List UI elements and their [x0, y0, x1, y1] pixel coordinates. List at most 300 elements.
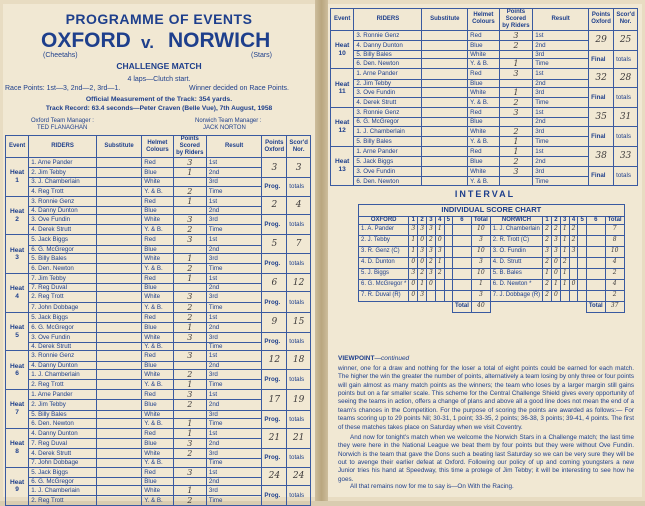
score-chart-total: 4: [605, 257, 624, 268]
rider-points: 3: [173, 390, 206, 400]
laps-info: 4 laps—Clutch start.: [127, 76, 191, 83]
score-chart-point: 0: [409, 257, 418, 268]
rider-points: 2: [173, 263, 206, 273]
rider-name: 6. G. McGregor: [29, 322, 97, 332]
rider-points: 1: [173, 379, 206, 389]
rider-points: 2: [499, 126, 533, 136]
substitute-cell: [422, 177, 468, 185]
score-chart-point: 1: [560, 268, 569, 279]
score-chart-total: 3: [471, 235, 490, 246]
heat-row: [6, 449, 311, 459]
score-chart-point: [453, 279, 472, 290]
rider-name: 4. Danny Dunton: [29, 428, 97, 438]
score-chart-point: 1: [409, 235, 418, 246]
substitute-cell: [96, 158, 141, 168]
helmet-colour: Y. & B.: [142, 225, 173, 235]
norwich-points: 28: [614, 69, 638, 87]
col-substitute: Substitute: [96, 136, 141, 158]
substitute-cell: [96, 206, 141, 214]
substitute-cell: [96, 351, 141, 361]
score-chart-point: 0: [409, 290, 418, 301]
substitute-cell: [422, 126, 468, 136]
result-place: 2nd: [206, 284, 262, 292]
race-points-info: Race Points: 1st—3, 2nd—2, 3rd—1.: [5, 85, 121, 92]
rider-name: 5. Billy Bales: [29, 253, 97, 263]
score-chart-point: 3: [409, 224, 418, 235]
rider-name: 6. Den. Newton: [29, 418, 97, 428]
substitute-cell: [96, 428, 141, 438]
helmet-colour: Y. & B.: [142, 343, 173, 351]
result-place: Time: [206, 343, 262, 351]
helmet-colour: White: [142, 253, 173, 263]
prog-label: Prog.: [262, 449, 287, 467]
rider-name: 1. J. Chamberlain: [354, 126, 422, 136]
totals-label: totals: [614, 87, 638, 107]
result-place: 2nd: [533, 157, 589, 167]
heat-row: [331, 167, 638, 177]
norwich-points: 12: [287, 274, 311, 292]
score-chart-point: [578, 290, 586, 301]
prog-label: Final: [589, 126, 614, 146]
rider-points: 2: [173, 400, 206, 410]
heat-row: [331, 87, 638, 97]
result-place: 2nd: [206, 400, 262, 410]
rider-points: 1: [173, 485, 206, 495]
rider-name: 6. Den. Newton: [29, 263, 97, 273]
substitute-cell: [422, 40, 468, 50]
heat-row: [6, 351, 311, 361]
rider-points: [173, 284, 206, 292]
score-chart-total: 7: [605, 224, 624, 235]
substitute-cell: [422, 87, 468, 97]
score-chart-point: 3: [551, 246, 560, 257]
rider-name: 4. Reg Trott: [29, 186, 97, 196]
rider-name: 1. Arne Pander: [354, 69, 422, 79]
total-col: Total: [471, 217, 490, 225]
rider-points: [173, 245, 206, 253]
rider-name: 4. Danny Dunton: [29, 206, 97, 214]
heats-body-right: [331, 30, 638, 185]
score-chart-point: 2: [427, 235, 436, 246]
helmet-colour: Red: [142, 196, 173, 206]
substitute-cell: [96, 400, 141, 410]
substitute-cell: [96, 477, 141, 485]
score-chart-rider: 2. R. Trott (C): [490, 235, 542, 246]
result-place: 1st: [533, 69, 589, 79]
helmet-colour: Blue: [142, 477, 173, 485]
prog-label: Prog.: [262, 485, 287, 505]
totals-label: totals: [287, 253, 311, 273]
score-chart-row: [359, 246, 625, 257]
helmet-colour: Red: [142, 158, 173, 168]
rider-name: 7. Reg Duval: [29, 439, 97, 449]
interval-heading: INTERVAL: [454, 189, 516, 199]
col-helmet: Helmet Colours: [142, 136, 173, 158]
result-place: Time: [206, 263, 262, 273]
heat-col-number: 2: [551, 217, 560, 225]
norwich-points: 31: [614, 108, 638, 126]
score-chart-title: INDIVIDUAL SCORE CHART: [359, 205, 625, 217]
score-chart-rider: 1. A. Pander: [359, 224, 409, 235]
score-chart-point: 3: [418, 290, 427, 301]
substitute-cell: [96, 274, 141, 284]
substitute-cell: [422, 157, 468, 167]
result-place: Time: [206, 379, 262, 389]
result-place: Time: [206, 302, 262, 312]
helmet-colour: Red: [468, 30, 500, 40]
helmet-colour: Y. & B.: [142, 418, 173, 428]
substitute-cell: [96, 263, 141, 273]
score-chart-point: 0: [551, 290, 560, 301]
result-place: 1st: [206, 312, 262, 322]
rider-points: [173, 178, 206, 186]
result-place: 3rd: [206, 485, 262, 495]
score-chart-point: [444, 257, 452, 268]
rider-name: 2. Jim Tebby: [354, 79, 422, 87]
rider-name: 1. Arne Pander: [29, 390, 97, 400]
result-place: 3rd: [533, 51, 589, 59]
heat-row: [6, 410, 311, 418]
rider-name: 3. J. Chamberlain: [29, 178, 97, 186]
heat-row: [331, 69, 638, 79]
score-chart-total: 4: [605, 279, 624, 290]
substitute-cell: [422, 79, 468, 87]
score-chart-total: 10: [471, 224, 490, 235]
score-chart-total: 2: [605, 290, 624, 301]
oxford-points: 12: [262, 351, 287, 369]
substitute-cell: [96, 245, 141, 253]
score-chart-point: [578, 246, 586, 257]
substitute-cell: [96, 235, 141, 245]
helmet-colour: Blue: [142, 284, 173, 292]
score-chart-point: 2: [543, 290, 552, 301]
score-chart-total-row: [359, 301, 625, 312]
totals-label: totals: [287, 449, 311, 467]
rider-name: 5. Jack Biggs: [29, 312, 97, 322]
score-chart-row: [359, 235, 625, 246]
score-chart-body: [359, 224, 625, 312]
team-label: OXFORD: [359, 217, 409, 225]
score-chart-point: 2: [560, 257, 569, 268]
helmet-colour: Blue: [468, 157, 500, 167]
rider-points: 1: [173, 428, 206, 438]
result-place: Time: [206, 186, 262, 196]
heat-row: [6, 235, 311, 245]
substitute-cell: [96, 379, 141, 389]
result-place: Time: [206, 225, 262, 235]
heat-row: [6, 467, 311, 477]
score-chart-point: [453, 224, 472, 235]
helmet-colour: Red: [142, 390, 173, 400]
totals-label: totals: [287, 292, 311, 312]
score-chart-point: [578, 235, 586, 246]
score-chart-point: [578, 257, 586, 268]
result-place: 2nd: [533, 79, 589, 87]
col-event-r: Event: [331, 9, 354, 31]
helmet-colour: Blue: [468, 40, 500, 50]
totals-label: totals: [287, 369, 311, 389]
rider-points: [499, 177, 533, 185]
score-chart-point: [569, 257, 578, 268]
heat-col-number: 5: [444, 217, 452, 225]
helmet-colour: Red: [468, 108, 500, 118]
rider-points: [499, 79, 533, 87]
heat-row: [6, 253, 311, 263]
result-place: Time: [533, 136, 589, 146]
totals-label: totals: [287, 410, 311, 428]
score-chart-rider: 2. J. Tebby: [359, 235, 409, 246]
heat-row: [6, 333, 311, 343]
substitute-cell: [96, 467, 141, 477]
oxford-total: 40: [471, 301, 490, 312]
heat-row: [331, 51, 638, 59]
rider-points: [173, 410, 206, 418]
helmet-colour: Blue: [142, 245, 173, 253]
score-chart-total: 3: [471, 257, 490, 268]
rider-points: 3: [173, 333, 206, 343]
norwich-points: 24: [287, 467, 311, 485]
heat-number: Heat 11: [331, 69, 354, 108]
home-team-name: OXFORD: [41, 29, 131, 52]
substitute-cell: [422, 118, 468, 126]
result-place: 1st: [206, 158, 262, 168]
rider-points: 1: [499, 146, 533, 156]
result-place: 3rd: [533, 87, 589, 97]
score-chart-rider: 4. D. Dunton: [359, 257, 409, 268]
result-place: 1st: [206, 235, 262, 245]
score-chart-total: 1: [471, 279, 490, 290]
total-col: Total: [605, 217, 624, 225]
helmet-colour: White: [468, 126, 500, 136]
helmet-colour: White: [142, 369, 173, 379]
score-chart-point: [578, 279, 586, 290]
rider-points: 3: [499, 30, 533, 40]
rider-points: 3: [173, 467, 206, 477]
helmet-colour: Red: [142, 274, 173, 284]
heat-col-number: 4: [435, 217, 444, 225]
score-chart-total: 2: [605, 268, 624, 279]
heat-number: Heat 7: [6, 390, 29, 429]
totals-label: totals: [287, 333, 311, 351]
rider-name: 3. Ronnie Genz: [354, 30, 422, 40]
rider-name: 4. Derek Strutt: [29, 343, 97, 351]
helmet-colour: Blue: [142, 400, 173, 410]
helmet-colour: White: [142, 485, 173, 495]
result-place: 3rd: [533, 167, 589, 177]
col-riders: RIDERS: [29, 136, 97, 158]
rider-points: 2: [173, 186, 206, 196]
result-place: 3rd: [206, 253, 262, 263]
helmet-colour: Blue: [142, 322, 173, 332]
oxford-points: 17: [262, 390, 287, 410]
helmet-colour: Red: [142, 312, 173, 322]
heat-col-number: 6: [586, 217, 605, 225]
home-manager-label: Oxford Team Manager :: [31, 118, 94, 124]
totals-label: totals: [614, 51, 638, 69]
rider-name: 5. Jack Biggs: [29, 467, 97, 477]
result-place: 1st: [533, 146, 589, 156]
score-chart-rider: 6. D. Newton *: [490, 279, 542, 290]
score-chart-point: [586, 257, 605, 268]
score-chart-point: 0: [435, 235, 444, 246]
substitute-cell: [96, 302, 141, 312]
result-place: 2nd: [533, 118, 589, 126]
score-chart-rider: 7. R. Duval (R): [359, 290, 409, 301]
rider-points: [499, 51, 533, 59]
totals-label: totals: [614, 126, 638, 146]
score-chart-rider: 5. B. Bales: [490, 268, 542, 279]
rider-name: 5. Jack Biggs: [354, 157, 422, 167]
rider-points: 1: [499, 87, 533, 97]
result-place: 3rd: [206, 410, 262, 418]
heat-row: [6, 292, 311, 302]
substitute-cell: [422, 30, 468, 40]
helmet-colour: Y. & B.: [468, 136, 500, 146]
substitute-cell: [96, 186, 141, 196]
heat-row: [6, 274, 311, 284]
rider-name: 1. J. Chamberlain: [29, 369, 97, 379]
rider-points: 1: [173, 253, 206, 263]
rider-points: 2: [173, 369, 206, 379]
result-place: 1st: [533, 108, 589, 118]
norwich-points: 3: [287, 158, 311, 178]
rider-points: 1: [173, 418, 206, 428]
rider-name: 5. Jack Biggs: [29, 235, 97, 245]
rider-name: 2. Reg Trott: [29, 292, 97, 302]
total-label-oxford: Total: [453, 301, 472, 312]
heat-col-number: 1: [543, 217, 552, 225]
result-place: Time: [206, 459, 262, 467]
heats-header-row-right: [331, 9, 638, 31]
rider-points: 2: [173, 225, 206, 235]
score-chart-point: 1: [551, 279, 560, 290]
helmet-colour: Y. & B.: [142, 496, 173, 506]
heat-number: Heat 8: [6, 428, 29, 467]
score-chart-point: [453, 257, 472, 268]
binding-gutter: [315, 0, 328, 501]
rider-points: 2: [499, 157, 533, 167]
score-chart-point: 1: [560, 235, 569, 246]
away-team-nickname: (Stars): [251, 52, 272, 59]
score-chart-row: [359, 257, 625, 268]
prog-label: Prog.: [262, 369, 287, 389]
result-place: Time: [533, 177, 589, 185]
heat-col-number: 3: [560, 217, 569, 225]
substitute-cell: [422, 97, 468, 107]
helmet-colour: White: [142, 215, 173, 225]
rider-name: 1. Arne Pander: [354, 146, 422, 156]
score-chart-rider: 3. R. Genz (C): [359, 246, 409, 257]
result-place: Time: [533, 97, 589, 107]
score-chart-point: [578, 268, 586, 279]
left-page: [3, 4, 315, 505]
helmet-colour: Blue: [468, 79, 500, 87]
score-chart-point: 1: [560, 224, 569, 235]
score-chart-point: 2: [427, 257, 436, 268]
total-spacer: [359, 301, 453, 312]
score-chart-point: [560, 290, 569, 301]
score-chart-point: 1: [560, 279, 569, 290]
col-event: Event: [6, 136, 29, 158]
helmet-colour: Y. & B.: [142, 379, 173, 389]
heat-number: Heat 9: [6, 467, 29, 506]
score-chart-rider: 6. G. McGregor *: [359, 279, 409, 290]
substitute-cell: [96, 284, 141, 292]
rider-points: 3: [173, 351, 206, 361]
norwich-points: 7: [287, 235, 311, 253]
result-place: 1st: [533, 30, 589, 40]
versus: v.: [141, 33, 154, 52]
rider-points: 1: [499, 136, 533, 146]
result-place: 1st: [206, 390, 262, 400]
individual-score-chart: [358, 204, 625, 313]
substitute-cell: [96, 390, 141, 400]
score-chart-point: 0: [427, 279, 436, 290]
score-chart-point: 3: [418, 246, 427, 257]
viewpoint-paragraph-3: All that remains now for me to say is—On With the Racing.: [350, 483, 514, 490]
score-chart-total: 8: [605, 235, 624, 246]
score-chart-point: [569, 290, 578, 301]
oxford-points: 6: [262, 274, 287, 292]
rider-points: 1: [173, 322, 206, 332]
prog-label: Prog.: [262, 253, 287, 273]
heat-row: [6, 158, 311, 168]
rider-name: 3. Ove Fundin: [354, 87, 422, 97]
helmet-colour: Y. & B.: [468, 97, 500, 107]
rider-points: 1: [499, 59, 533, 69]
result-place: 2nd: [533, 40, 589, 50]
score-chart-point: 3: [427, 224, 436, 235]
result-place: 2nd: [206, 361, 262, 369]
prog-label: Final: [589, 87, 614, 107]
heat-row: [331, 126, 638, 136]
helmet-colour: White: [142, 410, 173, 418]
norwich-points: 4: [287, 196, 311, 214]
col-points-scored-r: Points Scored by Riders: [499, 9, 533, 31]
col-points-oxford: Points Oxford: [262, 136, 287, 158]
substitute-cell: [96, 418, 141, 428]
totals-label: totals: [614, 167, 638, 185]
norwich-points: 19: [287, 390, 311, 410]
score-chart-rider: 5. J. Biggs: [359, 268, 409, 279]
rider-points: [499, 118, 533, 126]
score-chart-point: 2: [543, 279, 552, 290]
heat-number: Heat 13: [331, 146, 354, 185]
rider-name: 4. Derek Strutt: [29, 449, 97, 459]
norwich-points: 33: [614, 146, 638, 166]
oxford-points: 35: [589, 108, 614, 126]
rider-name: 6. G. McGregor: [29, 245, 97, 253]
rider-name: 7. Jim Tebby: [29, 274, 97, 284]
helmet-colour: Red: [468, 69, 500, 79]
viewpoint-title: [338, 356, 409, 363]
rider-points: 3: [173, 292, 206, 302]
score-chart-title-row: [359, 205, 625, 217]
rider-points: 3: [173, 439, 206, 449]
away-manager-label: Norwich Team Manager :: [195, 118, 262, 124]
rider-name: 4. Danny Dunton: [29, 361, 97, 369]
score-chart-point: [586, 290, 605, 301]
helmet-colour: Y. & B.: [142, 302, 173, 312]
heat-row: [6, 390, 311, 400]
rider-name: 5. Billy Bales: [354, 51, 422, 59]
substitute-cell: [96, 253, 141, 263]
substitute-cell: [422, 136, 468, 146]
helmet-colour: Red: [142, 235, 173, 245]
rider-name: 3. Ove Fundin: [354, 167, 422, 177]
rider-name: 3. Ronnie Genz: [29, 351, 97, 361]
helmet-colour: Red: [142, 351, 173, 361]
